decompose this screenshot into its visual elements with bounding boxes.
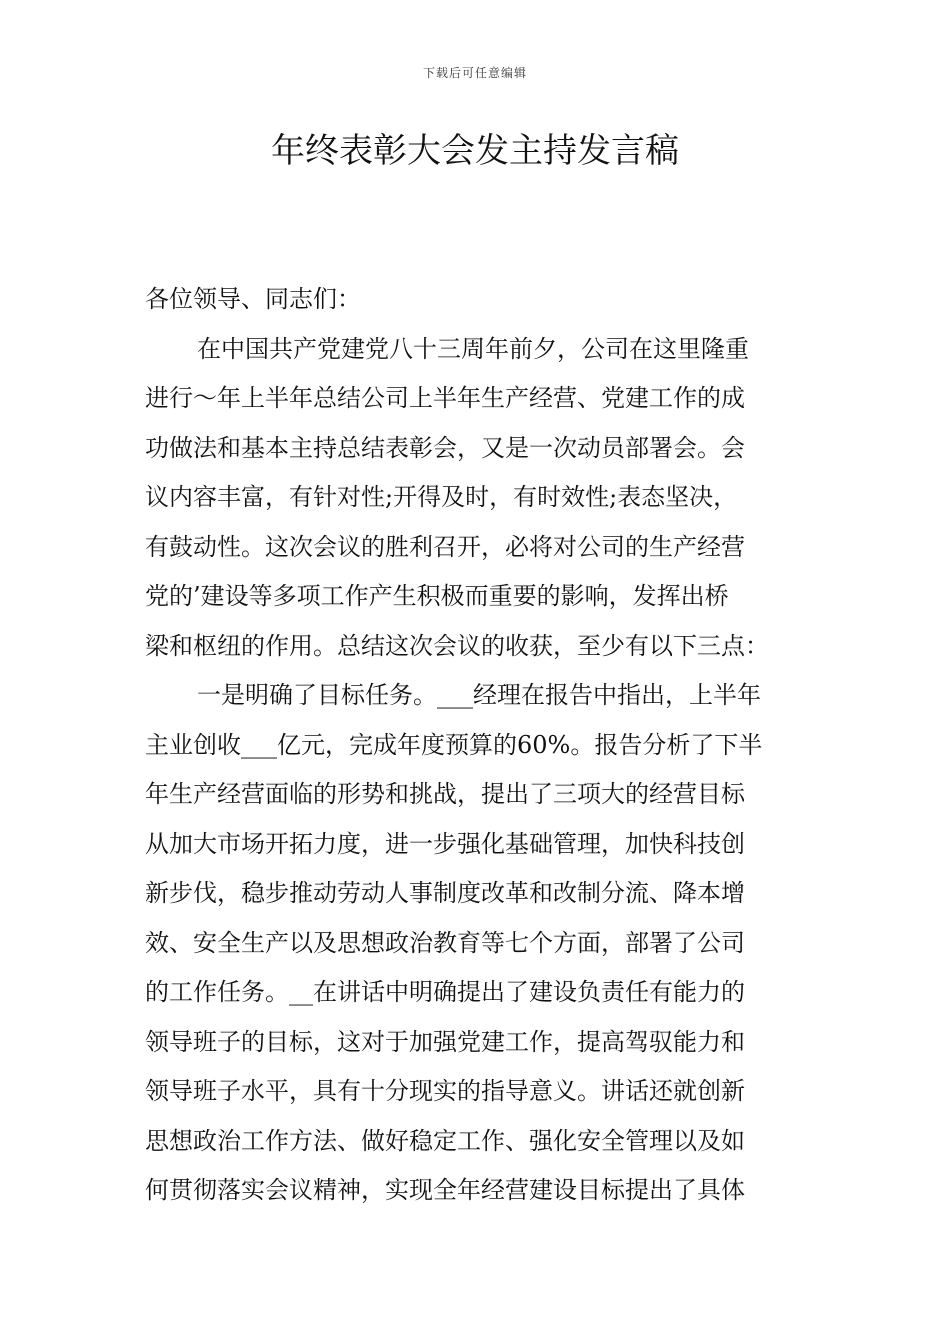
body-line: 从加大市场开拓力度，进一步强化基础管理，加快科技创 <box>145 829 745 858</box>
body-line: 何贯彻落实会议精神，实现全年经营建设目标提出了具体 <box>145 1176 745 1204</box>
body-line: 领导班子水平，具有十分现实的指导意义。讲话还就创新 <box>145 1077 745 1105</box>
body-line: 进行～年上半年总结公司上半年生产经营、党建工作的成 <box>145 384 745 412</box>
body-line: 新步伐，稳步推动劳动人事制度改革和改制分流、降本增 <box>145 879 745 907</box>
body-line: 党的’建设等多项工作产生积极而重要的影响，发挥出桥 <box>145 582 729 610</box>
body-line: 主业创收___亿元，完成年度预算的60%。报告分析了下半 <box>145 730 763 759</box>
body-line: 功做法和基本主持总结表彰会，又是一次动员部署会。会 <box>145 433 745 462</box>
body-line: 梁和枢纽的作用。总结这次会议的收获，至少有以下三点： <box>145 631 769 660</box>
body-line: 的工作任务。__在讲话中明确提出了建设负责任有能力的 <box>145 978 745 1006</box>
document-body <box>145 275 810 1216</box>
body-line: 在中国共产党建党八十三周年前夕，公司在这里隆重 <box>197 334 749 363</box>
body-line: 一是明确了目标任务。___经理在报告中指出，上半年 <box>197 681 761 709</box>
body-line: 各位领导、同志们： <box>145 285 361 313</box>
body-line: 效、安全生产以及思想政治教育等七个方面，部署了公司 <box>145 928 745 957</box>
header-note: 下载后可任意编辑 <box>422 66 527 80</box>
body-line: 年生产经营面临的形势和挑战，提出了三项大的经营目标 <box>145 780 745 808</box>
body-line: 领导班子的目标，这对于加强党建工作，提高驾驭能力和 <box>145 1027 745 1056</box>
body-line: 有鼓动性。这次会议的胜利召开，必将对公司的生产经营 <box>145 532 745 561</box>
body-line: 思想政治工作方法、做好稳定工作、强化安全管理以及如 <box>145 1126 745 1155</box>
document-title: 年终表彰大会发主持发言稿 <box>271 131 679 171</box>
body-line: 议内容丰富，有针对性;开得及时，有时效性;表态坚决， <box>145 483 738 511</box>
